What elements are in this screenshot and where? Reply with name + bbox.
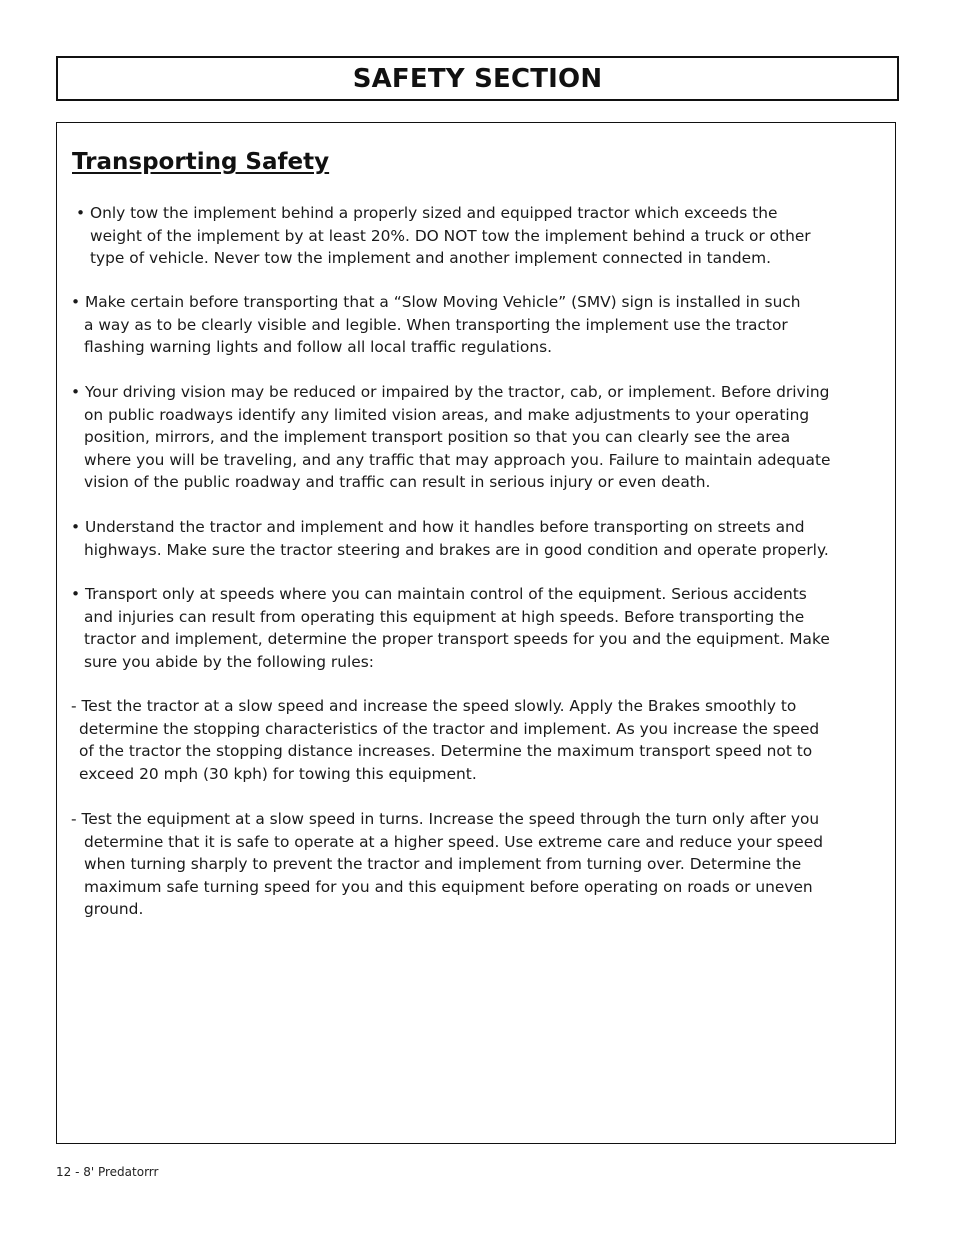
paragraph-line: • Only tow the implement behind a properly sized and equipped tractor which exceeds the	[76, 204, 778, 222]
section-header-box	[56, 56, 899, 101]
dash-paragraph-turning-test	[71, 808, 823, 921]
paragraph-line: of the tractor the stopping distance increases. Determine the maximum transport speed not to	[79, 742, 813, 761]
paragraph-line: highways. Make sure the tractor steering and brakes are in good condition and operate properly.	[84, 540, 829, 559]
bullet-paragraph-driving-vision	[71, 381, 830, 494]
paragraph-line: ground.	[84, 900, 144, 919]
paragraph-line: tractor and implement, determine the proper transport speeds for you and the equipment. Make	[84, 630, 830, 649]
paragraph-line: maximum safe turning speed for you and this equipment before operating on roads or uneven	[84, 877, 813, 896]
paragraph-line: vision of the public roadway and traffic can result in serious injury or even death.	[84, 473, 711, 492]
paragraph-line: - Test the equipment at a slow speed in turns. Increase the speed through the turn only after you	[71, 810, 820, 828]
paragraph-line: • Your driving vision may be reduced or impaired by the tractor, cab, or implement. Before driving	[71, 383, 830, 401]
content-box	[56, 122, 896, 1144]
paragraph-line: • Understand the tractor and implement and how it handles before transporting on streets and	[71, 518, 805, 536]
paragraph-line: and injuries can result from operating this equipment at high speeds. Before transporting the	[84, 607, 805, 626]
section-heading: Transporting Safety	[72, 149, 330, 175]
paragraph-line: determine the stopping characteristics of the tractor and implement. As you increase the speed	[79, 719, 820, 738]
paragraph-line: when turning sharply to prevent the tractor and implement from turning over. Determine the	[84, 855, 802, 874]
paragraph-line: determine that it is safe to operate at a higher speed. Use extreme care and reduce your speed	[84, 832, 823, 851]
dash-paragraph-stopping-test	[71, 695, 819, 785]
paragraph-line: position, mirrors, and the implement transport position so that you can clearly see the area	[84, 428, 791, 447]
page-footer: 12 - 8' Predatorrr	[56, 1165, 159, 1179]
paragraph-line: • Transport only at speeds where you can maintain control of the equipment. Serious accidents	[71, 585, 807, 603]
paragraph-line: sure you abide by the following rules:	[84, 652, 374, 671]
paragraph-line: where you will be traveling, and any traffic that may approach you. Failure to maintain adequate	[84, 450, 831, 469]
page-title: SAFETY SECTION	[352, 63, 603, 94]
paragraph-line: on public roadways identify any limited vision areas, and make adjustments to your operating	[84, 405, 810, 424]
paragraph-line: • Make certain before transporting that a “Slow Moving Vehicle” (SMV) sign is installed in such	[71, 293, 801, 311]
paragraph-line: a way as to be clearly visible and legible. When transporting the implement use the tractor	[84, 315, 788, 334]
paragraph-line: - Test the tractor at a slow speed and increase the speed slowly. Apply the Brakes smoothly to	[71, 697, 797, 715]
paragraph-line: exceed 20 mph (30 kph) for towing this equipment.	[79, 764, 477, 783]
bullet-paragraph-transport-speed	[71, 583, 830, 673]
paragraph-line: type of vehicle. Never tow the implement and another implement connected in tandem.	[90, 249, 771, 268]
bullet-paragraph-smv-sign	[71, 291, 801, 359]
paragraph-line: weight of the implement by at least 20%. DO NOT tow the implement behind a truck or other	[90, 226, 811, 245]
bullet-paragraph-handling	[71, 516, 829, 561]
bullet-paragraph-tow-requirements	[76, 202, 811, 270]
paragraph-line: flashing warning lights and follow all local traffic regulations.	[84, 338, 553, 357]
